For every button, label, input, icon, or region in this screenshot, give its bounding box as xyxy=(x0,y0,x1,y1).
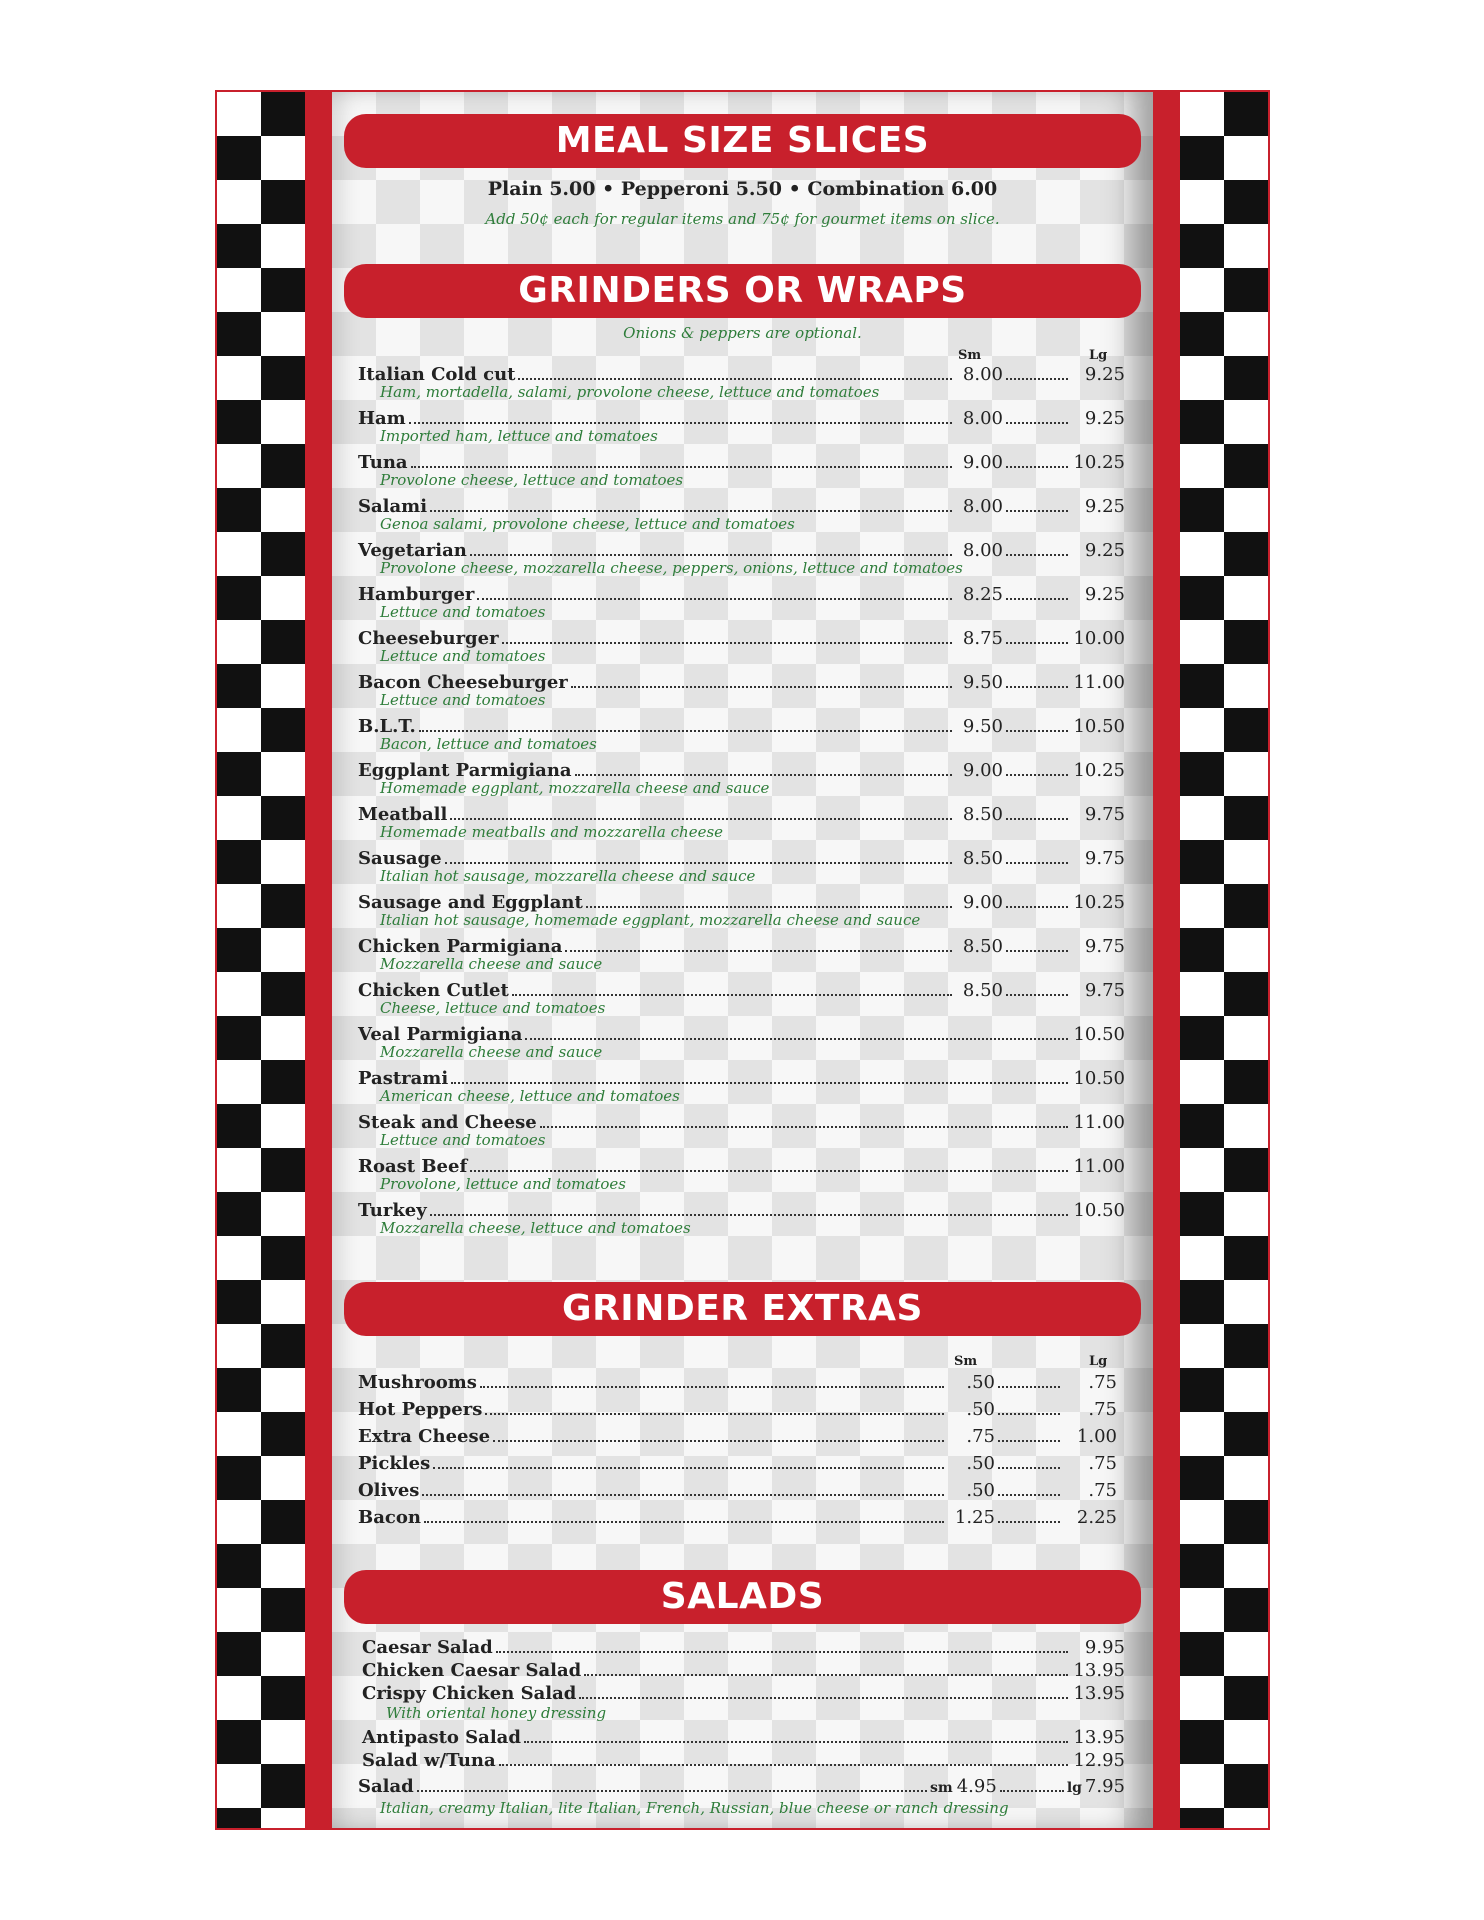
salad-row xyxy=(362,1683,1125,1705)
grinder-description: Lettuce and tomatoes xyxy=(380,647,546,665)
salad-price: 13.95 xyxy=(1073,1727,1125,1748)
extra-row xyxy=(358,1480,1117,1502)
extra-lg-price: 2.25 xyxy=(1076,1507,1117,1528)
grinder-sm-price: 8.75 xyxy=(962,628,1003,649)
grinder-sm-price: 8.50 xyxy=(962,936,1003,957)
grinder-description: Provolone, lettuce and tomatoes xyxy=(380,1175,626,1193)
grinder-name: Vegetarian xyxy=(358,540,467,561)
salad-row: Salad sm 4.95 lg 7.95 xyxy=(358,1776,1125,1797)
grinder-lg-price: 9.75 xyxy=(1084,980,1125,1001)
grinder-lg-price: 9.25 xyxy=(1084,540,1125,561)
grinder-name: Hamburger xyxy=(358,584,475,605)
grinder-description: Italian hot sausage, homemade eggplant, mozzarella cheese and sauce xyxy=(380,911,921,929)
grinder-lg-price: 9.75 xyxy=(1084,936,1125,957)
extras-sm-header: Sm xyxy=(954,1354,978,1369)
grinder-sm-price: 9.50 xyxy=(962,672,1003,693)
salad-row xyxy=(362,1727,1125,1749)
grinder-sm-price: 8.00 xyxy=(962,496,1003,517)
grinders-lg-header: Lg xyxy=(1089,348,1108,363)
grinder-description: Imported ham, lettuce and tomatoes xyxy=(380,427,658,445)
grinder-lg-price: 9.25 xyxy=(1084,496,1125,517)
grinder-lg-price: 11.00 xyxy=(1073,1156,1125,1177)
grinder-lg-price: 9.25 xyxy=(1084,364,1125,385)
extras-lg-header: Lg xyxy=(1089,1354,1108,1369)
grinder-lg-price: 11.00 xyxy=(1073,1112,1125,1133)
extra-sm-price: .50 xyxy=(966,1399,995,1420)
extra-row xyxy=(358,1372,1117,1394)
grinder-sm-price: 8.00 xyxy=(962,540,1003,561)
grinder-lg-price: 10.50 xyxy=(1073,1200,1125,1221)
extra-row xyxy=(358,1399,1117,1421)
grinder-name: Roast Beef xyxy=(358,1156,468,1177)
extra-lg-price: 1.00 xyxy=(1076,1426,1117,1447)
grinder-sm-price: 8.50 xyxy=(962,848,1003,869)
extra-name: Pickles xyxy=(358,1453,431,1474)
salad-price: 13.95 xyxy=(1073,1683,1125,1704)
grinder-name: B.L.T. xyxy=(358,716,416,737)
extra-sm-price: .75 xyxy=(966,1426,995,1447)
salad-name: Caesar Salad xyxy=(362,1637,493,1658)
grinder-lg-price: 10.25 xyxy=(1073,892,1125,913)
grinder-description: Lettuce and tomatoes xyxy=(380,603,546,621)
salad-description: With oriental honey dressing xyxy=(386,1704,607,1722)
grinder-sm-price: 8.50 xyxy=(962,980,1003,1001)
grinder-description: Mozzarella cheese and sauce xyxy=(380,1043,603,1061)
menu-panel xyxy=(332,92,1153,1828)
slice-prices: Plain 5.00 • Pepperoni 5.50 • Combination 6.00 xyxy=(487,178,998,200)
grinder-sm-price: 8.00 xyxy=(962,408,1003,429)
salad-row xyxy=(362,1637,1125,1659)
grinder-sm-price: 9.00 xyxy=(962,892,1003,913)
grinder-description: Homemade eggplant, mozzarella cheese and sauce xyxy=(380,779,770,797)
grinder-description: Provolone cheese, mozzarella cheese, peppers, onions, lettuce and tomatoes xyxy=(380,559,963,577)
grinder-sm-price: 9.50 xyxy=(962,716,1003,737)
grinder-name: Pastrami xyxy=(358,1068,449,1089)
meal-size-slices-banner: MEAL SIZE SLICES xyxy=(344,114,1141,168)
grinder-sm-price: 8.25 xyxy=(962,584,1003,605)
grinder-lg-price: 9.25 xyxy=(1084,584,1125,605)
extra-sm-price: .50 xyxy=(966,1372,995,1393)
grinder-description: Bacon, lettuce and tomatoes xyxy=(380,735,597,753)
grinder-sm-price: 8.00 xyxy=(962,364,1003,385)
grinder-description: Cheese, lettuce and tomatoes xyxy=(380,999,606,1017)
grinder-name: Ham xyxy=(358,408,406,429)
grinder-name: Bacon Cheeseburger xyxy=(358,672,568,693)
grinder-description: Italian hot sausage, mozzarella cheese and sauce xyxy=(380,867,756,885)
extra-lg-price: .75 xyxy=(1088,1453,1117,1474)
grinder-name: Italian Cold cut xyxy=(358,364,516,385)
salad-name: Crispy Chicken Salad xyxy=(362,1683,577,1704)
grinder-lg-price: 10.50 xyxy=(1073,716,1125,737)
grinder-description: Mozzarella cheese, lettuce and tomatoes xyxy=(380,1219,691,1237)
grinders-banner: GRINDERS OR WRAPS xyxy=(344,264,1141,318)
grinder-lg-price: 10.00 xyxy=(1073,628,1125,649)
grinder-lg-price: 9.25 xyxy=(1084,408,1125,429)
grinder-description: Genoa salami, provolone cheese, lettuce and tomatoes xyxy=(380,515,795,533)
extra-lg-price: .75 xyxy=(1088,1372,1117,1393)
extra-name: Mushrooms xyxy=(358,1372,477,1393)
extra-row xyxy=(358,1507,1117,1529)
grinder-sm-price: 8.50 xyxy=(962,804,1003,825)
grinder-description: Lettuce and tomatoes xyxy=(380,1131,546,1149)
grinders-sm-header: Sm xyxy=(958,348,982,363)
salad-price: 13.95 xyxy=(1073,1660,1125,1681)
grinder-description: Provolone cheese, lettuce and tomatoes xyxy=(380,471,684,489)
grinder-description: Lettuce and tomatoes xyxy=(380,691,546,709)
grinder-name: Eggplant Parmigiana xyxy=(358,760,572,781)
extra-name: Olives xyxy=(358,1480,420,1501)
grinder-extras-banner: GRINDER EXTRAS xyxy=(344,1282,1141,1336)
extra-name: Extra Cheese xyxy=(358,1426,491,1447)
grinder-sm-price: 9.00 xyxy=(962,760,1003,781)
extra-sm-price: .50 xyxy=(966,1453,995,1474)
grinder-name: Steak and Cheese xyxy=(358,1112,537,1133)
grinder-description: Homemade meatballs and mozzarella cheese xyxy=(380,823,724,841)
salad-dressings: Italian, creamy Italian, lite Italian, French, Russian, blue cheese or ranch dressing xyxy=(380,1799,1009,1817)
extra-sm-price: .50 xyxy=(966,1480,995,1501)
grinder-name: Chicken Cutlet xyxy=(358,980,509,1001)
salad-row xyxy=(362,1750,1125,1772)
extra-lg-price: .75 xyxy=(1088,1480,1117,1501)
grinder-name: Chicken Parmigiana xyxy=(358,936,563,957)
grinder-name: Meatball xyxy=(358,804,448,825)
grinders-note: Onions & peppers are optional. xyxy=(623,324,862,342)
grinder-lg-price: 10.25 xyxy=(1073,760,1125,781)
salad-name: Salad w/Tuna xyxy=(362,1750,496,1771)
grinder-lg-price: 10.50 xyxy=(1073,1068,1125,1089)
grinder-description: American cheese, lettuce and tomatoes xyxy=(380,1087,680,1105)
salad-name: Antipasto Salad xyxy=(362,1727,521,1748)
extra-sm-price: 1.25 xyxy=(954,1507,995,1528)
checker-border-right xyxy=(1180,92,1268,1828)
grinder-description: Mozzarella cheese and sauce xyxy=(380,955,603,973)
extra-name: Hot Peppers xyxy=(358,1399,483,1420)
extra-row xyxy=(358,1426,1117,1448)
grinder-lg-price: 9.75 xyxy=(1084,804,1125,825)
salad-price: 9.95 xyxy=(1084,1637,1125,1658)
grinder-name: Cheeseburger xyxy=(358,628,499,649)
grinder-lg-price: 11.00 xyxy=(1073,672,1125,693)
grinder-name: Salami xyxy=(358,496,428,517)
grinder-name: Veal Parmigiana xyxy=(358,1024,523,1045)
grinder-lg-price: 10.25 xyxy=(1073,452,1125,473)
grinder-sm-price: 9.00 xyxy=(962,452,1003,473)
extra-row xyxy=(358,1453,1117,1475)
grinder-name: Tuna xyxy=(358,452,408,473)
grinder-name: Sausage xyxy=(358,848,442,869)
grinder-name: Turkey xyxy=(358,1200,427,1221)
salad-price: 12.95 xyxy=(1073,1750,1125,1771)
extra-lg-price: .75 xyxy=(1088,1399,1117,1420)
grinder-description: Ham, mortadella, salami, provolone cheese, lettuce and tomatoes xyxy=(380,383,880,401)
salads-banner: SALADS xyxy=(344,1570,1141,1624)
grinder-name: Sausage and Eggplant xyxy=(358,892,583,913)
extra-name: Bacon xyxy=(358,1507,421,1528)
menu-frame xyxy=(215,90,1270,1830)
salad-row xyxy=(362,1660,1125,1682)
grinder-lg-price: 9.75 xyxy=(1084,848,1125,869)
checker-border-left xyxy=(217,92,305,1828)
salad-name: Chicken Caesar Salad xyxy=(362,1660,582,1681)
slice-note: Add 50¢ each for regular items and 75¢ for gourmet items on slice. xyxy=(485,210,1000,228)
grinder-lg-price: 10.50 xyxy=(1073,1024,1125,1045)
